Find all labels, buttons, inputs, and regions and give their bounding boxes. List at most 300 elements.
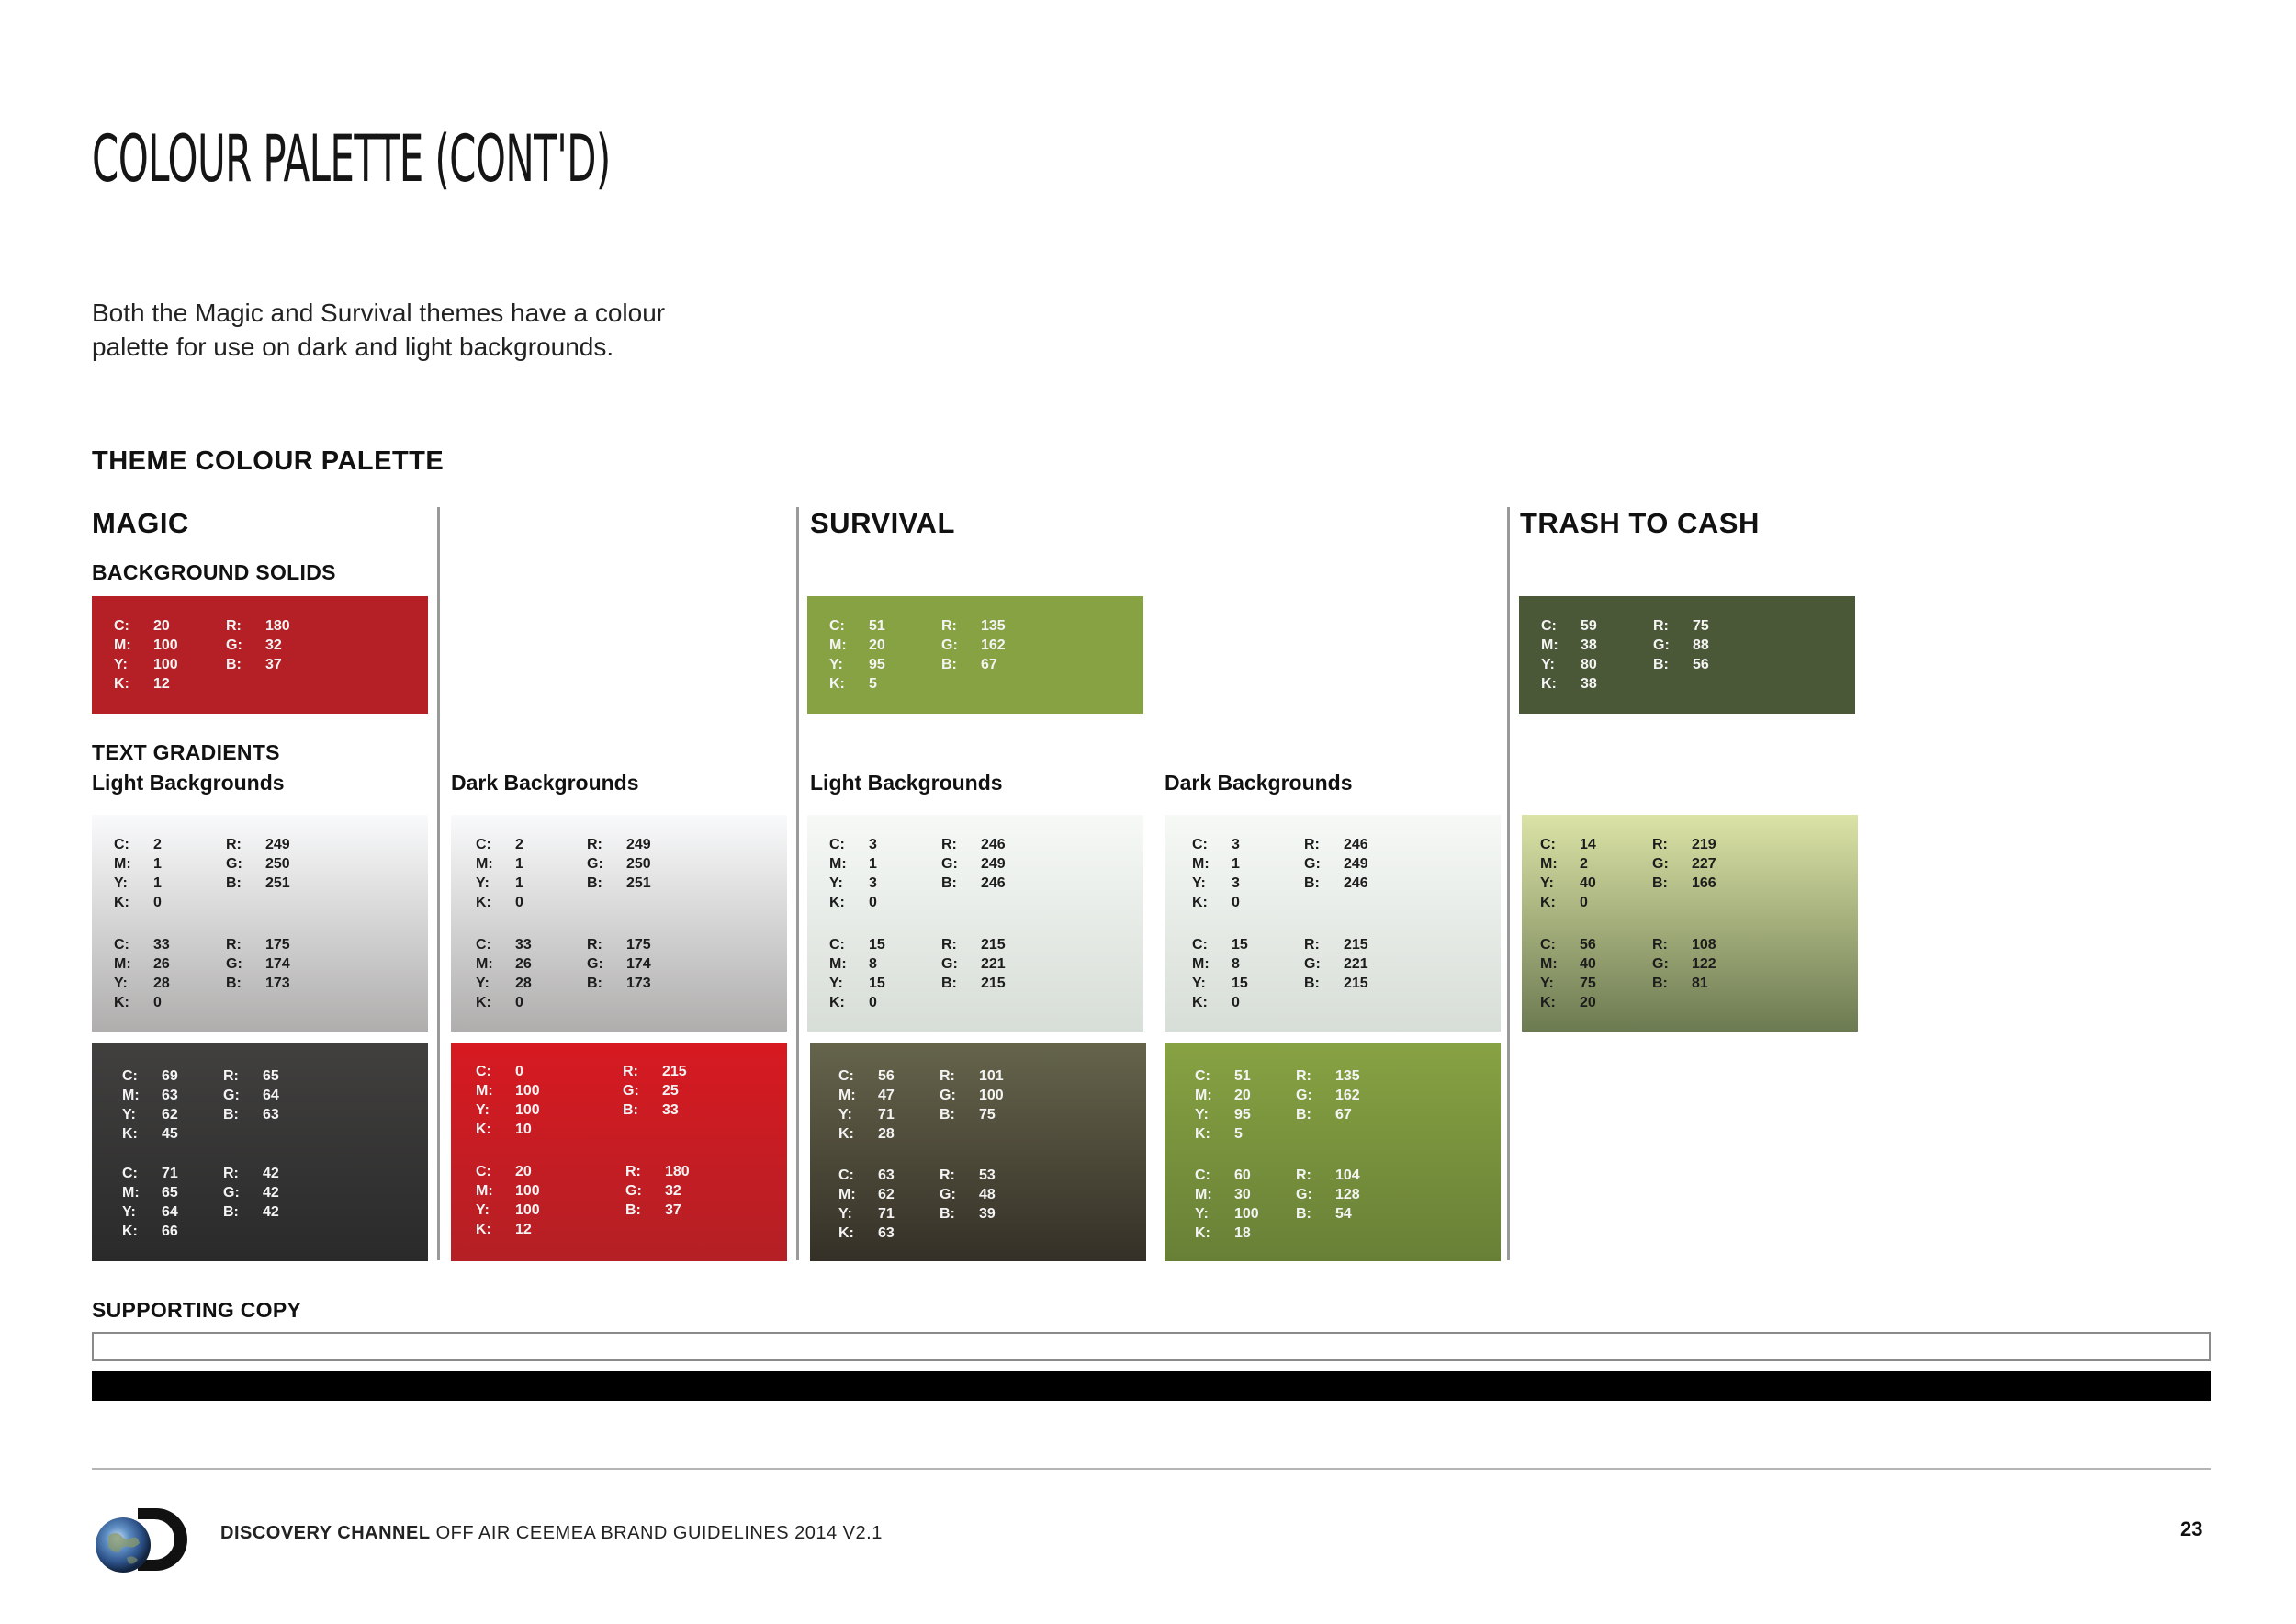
channel-label: B: xyxy=(1653,657,1669,672)
channel-value: 69 xyxy=(162,1068,178,1084)
swatch-survival-green-gradient xyxy=(1165,1043,1501,1261)
channel-value: 173 xyxy=(265,976,290,991)
channel-label: G: xyxy=(625,1183,642,1199)
channel-label: M: xyxy=(476,1083,493,1099)
channel-value: 53 xyxy=(979,1167,996,1183)
magic-dark-bg-label: Dark Backgrounds xyxy=(451,771,639,795)
channel-label: K: xyxy=(829,895,845,910)
channel-label: R: xyxy=(941,618,957,634)
channel-value: 104 xyxy=(1335,1167,1360,1183)
channel-value: 42 xyxy=(263,1204,279,1220)
channel-value: 56 xyxy=(878,1068,895,1084)
channel-label: M: xyxy=(114,637,131,653)
channel-value: 45 xyxy=(162,1126,178,1142)
channel-label: G: xyxy=(226,956,242,972)
channel-label: B: xyxy=(1304,875,1320,891)
channel-value: 33 xyxy=(515,937,532,953)
channel-label: R: xyxy=(587,937,602,953)
divider-1 xyxy=(437,507,440,1260)
channel-value: 56 xyxy=(1580,937,1596,953)
channel-value: 100 xyxy=(515,1083,540,1099)
channel-value: 174 xyxy=(265,956,290,972)
channel-value: 20 xyxy=(515,1164,532,1179)
channel-value: 221 xyxy=(1344,956,1368,972)
channel-value: 173 xyxy=(626,976,651,991)
channel-value: 175 xyxy=(626,937,651,953)
channel-value: 8 xyxy=(1232,956,1240,972)
channel-value: 40 xyxy=(1580,956,1596,972)
channel-label: K: xyxy=(1195,1126,1210,1142)
intro-text xyxy=(92,296,790,364)
channel-label: M: xyxy=(838,1187,856,1202)
channel-label: Y: xyxy=(476,976,490,991)
channel-label: C: xyxy=(838,1068,854,1084)
channel-value: 100 xyxy=(979,1088,1004,1103)
channel-label: B: xyxy=(1296,1206,1311,1222)
swatch-magic-red-gradient xyxy=(451,1043,787,1261)
channel-label: Y: xyxy=(1195,1107,1209,1122)
channel-value: 51 xyxy=(1234,1068,1251,1084)
channel-value: 249 xyxy=(265,837,290,852)
swatch-magic-dark-bg-light-gradient xyxy=(451,815,787,1032)
channel-label: K: xyxy=(476,1122,491,1137)
swatch-survival-solid xyxy=(807,596,1143,714)
channel-label: R: xyxy=(1652,937,1668,953)
channel-label: K: xyxy=(1540,895,1556,910)
channel-value: 28 xyxy=(515,976,532,991)
channel-label: R: xyxy=(1296,1167,1311,1183)
page-title: COLOUR PALETTE (CONT'D) xyxy=(92,121,611,197)
channel-label: M: xyxy=(114,956,131,972)
channel-value: 62 xyxy=(162,1107,178,1122)
channel-value: 2 xyxy=(515,837,523,852)
channel-value: 0 xyxy=(1580,895,1588,910)
supporting-copy-label: SUPPORTING COPY xyxy=(92,1298,302,1322)
swatch-survival-dark-bg-light-gradient xyxy=(1165,815,1501,1032)
channel-label: G: xyxy=(1296,1088,1312,1103)
channel-value: 64 xyxy=(162,1204,178,1220)
channel-value: 101 xyxy=(979,1068,1004,1084)
channel-label: M: xyxy=(476,956,493,972)
channel-value: 80 xyxy=(1581,657,1597,672)
channel-value: 88 xyxy=(1693,637,1709,653)
survival-dark-bg-label: Dark Backgrounds xyxy=(1165,771,1353,795)
channel-label: G: xyxy=(226,637,242,653)
footer-rule xyxy=(92,1468,2211,1470)
channel-label: G: xyxy=(941,856,958,872)
channel-value: 250 xyxy=(265,856,290,872)
channel-label: B: xyxy=(1296,1107,1311,1122)
channel-value: 0 xyxy=(1232,895,1240,910)
channel-value: 33 xyxy=(662,1102,679,1118)
channel-label: M: xyxy=(1192,956,1210,972)
channel-label: Y: xyxy=(1192,875,1206,891)
channel-label: Y: xyxy=(1540,875,1554,891)
channel-label: C: xyxy=(476,1064,491,1079)
swatch-magic-light-gradient xyxy=(92,815,428,1032)
channel-label: Y: xyxy=(476,875,490,891)
channel-label: K: xyxy=(476,1222,491,1237)
channel-label: C: xyxy=(1192,937,1208,953)
footer-brand: DISCOVERY CHANNEL xyxy=(220,1523,431,1543)
channel-label: G: xyxy=(1296,1187,1312,1202)
channel-value: 175 xyxy=(265,937,290,953)
channel-value: 51 xyxy=(869,618,885,634)
channel-label: B: xyxy=(587,875,602,891)
channel-label: B: xyxy=(223,1107,239,1122)
channel-label: M: xyxy=(1541,637,1559,653)
channel-label: R: xyxy=(226,618,242,634)
channel-label: R: xyxy=(941,937,957,953)
channel-label: C: xyxy=(1192,837,1208,852)
channel-label: G: xyxy=(1652,956,1669,972)
footer-version: V2.1 xyxy=(842,1523,883,1543)
channel-value: 108 xyxy=(1692,937,1716,953)
channel-label: R: xyxy=(1304,937,1320,953)
channel-value: 14 xyxy=(1580,837,1596,852)
channel-label: G: xyxy=(1304,956,1321,972)
channel-label: G: xyxy=(623,1083,639,1099)
channel-label: C: xyxy=(1540,837,1556,852)
channel-label: B: xyxy=(940,1206,955,1222)
channel-value: 100 xyxy=(153,637,178,653)
channel-value: 42 xyxy=(263,1185,279,1201)
channel-label: K: xyxy=(476,995,491,1010)
channel-label: M: xyxy=(1195,1187,1212,1202)
channel-label: R: xyxy=(623,1064,638,1079)
channel-value: 10 xyxy=(515,1122,532,1137)
channel-label: M: xyxy=(122,1088,140,1103)
footer-guidelines: OFF AIR CEEMEA BRAND GUIDELINES 2014 xyxy=(435,1523,838,1543)
channel-label: C: xyxy=(1195,1068,1210,1084)
section-title: THEME COLOUR PALETTE xyxy=(92,446,445,476)
channel-value: 63 xyxy=(878,1225,895,1241)
channel-value: 95 xyxy=(1234,1107,1251,1122)
channel-value: 100 xyxy=(1234,1206,1259,1222)
channel-label: C: xyxy=(114,937,129,953)
page-number: 23 xyxy=(2180,1517,2203,1540)
channel-label: M: xyxy=(476,1183,493,1199)
channel-label: G: xyxy=(223,1185,240,1201)
channel-value: 162 xyxy=(1335,1088,1360,1103)
channel-label: M: xyxy=(829,956,847,972)
channel-label: R: xyxy=(940,1068,955,1084)
magic-light-bg-label: Light Backgrounds xyxy=(92,771,285,795)
channel-value: 26 xyxy=(153,956,170,972)
channel-label: B: xyxy=(941,657,957,672)
channel-value: 20 xyxy=(1580,995,1596,1010)
channel-value: 15 xyxy=(1232,976,1248,991)
channel-label: C: xyxy=(1540,937,1556,953)
channel-label: Y: xyxy=(829,657,843,672)
channel-value: 63 xyxy=(878,1167,895,1183)
channel-label: C: xyxy=(122,1166,138,1181)
channel-label: K: xyxy=(829,676,845,692)
channel-value: 56 xyxy=(1693,657,1709,672)
channel-label: C: xyxy=(1195,1167,1210,1183)
channel-label: G: xyxy=(941,956,958,972)
channel-value: 100 xyxy=(515,1202,540,1218)
footer-text xyxy=(220,1523,883,1544)
channel-label: Y: xyxy=(838,1206,852,1222)
channel-value: 12 xyxy=(515,1222,532,1237)
channel-label: K: xyxy=(114,676,129,692)
channel-value: 0 xyxy=(515,995,523,1010)
channel-label: Y: xyxy=(1541,657,1555,672)
channel-label: B: xyxy=(941,976,957,991)
channel-value: 2 xyxy=(153,837,162,852)
channel-value: 251 xyxy=(626,875,651,891)
channel-label: R: xyxy=(1296,1068,1311,1084)
channel-label: Y: xyxy=(829,875,843,891)
channel-label: B: xyxy=(1304,976,1320,991)
channel-value: 37 xyxy=(265,657,282,672)
channel-label: B: xyxy=(623,1102,638,1118)
channel-label: K: xyxy=(1540,995,1556,1010)
channel-label: R: xyxy=(1653,618,1669,634)
discovery-logo-icon xyxy=(92,1505,195,1574)
channel-label: R: xyxy=(1304,837,1320,852)
channel-value: 67 xyxy=(1335,1107,1352,1122)
channel-value: 71 xyxy=(878,1107,895,1122)
channel-value: 3 xyxy=(869,837,877,852)
channel-value: 227 xyxy=(1692,856,1716,872)
channel-value: 251 xyxy=(265,875,290,891)
channel-label: K: xyxy=(1541,676,1557,692)
channel-label: R: xyxy=(940,1167,955,1183)
channel-value: 75 xyxy=(1580,976,1596,991)
swatch-magic-solid xyxy=(92,596,428,714)
channel-value: 1 xyxy=(153,856,162,872)
channel-label: B: xyxy=(226,875,242,891)
channel-value: 0 xyxy=(515,895,523,910)
text-gradients-label: TEXT GRADIENTS xyxy=(92,740,280,764)
channel-value: 71 xyxy=(878,1206,895,1222)
channel-value: 62 xyxy=(878,1187,895,1202)
channel-label: B: xyxy=(941,875,957,891)
channel-value: 28 xyxy=(878,1126,895,1142)
channel-label: R: xyxy=(226,937,242,953)
channel-label: Y: xyxy=(114,875,128,891)
channel-label: K: xyxy=(1195,1225,1210,1241)
swatch-survival-light-gradient xyxy=(807,815,1143,1032)
channel-label: K: xyxy=(114,995,129,1010)
channel-value: 8 xyxy=(869,956,877,972)
channel-value: 63 xyxy=(263,1107,279,1122)
channel-label: G: xyxy=(940,1187,956,1202)
channel-label: M: xyxy=(1192,856,1210,872)
channel-value: 249 xyxy=(1344,856,1368,872)
channel-value: 221 xyxy=(981,956,1006,972)
channel-value: 40 xyxy=(1580,875,1596,891)
channel-value: 28 xyxy=(153,976,170,991)
channel-value: 32 xyxy=(665,1183,681,1199)
channel-value: 0 xyxy=(869,895,877,910)
channel-label: M: xyxy=(1540,856,1558,872)
channel-value: 30 xyxy=(1234,1187,1251,1202)
channel-label: G: xyxy=(587,856,603,872)
channel-value: 1 xyxy=(869,856,877,872)
channel-label: B: xyxy=(587,976,602,991)
channel-value: 0 xyxy=(153,895,162,910)
channel-value: 20 xyxy=(1234,1088,1251,1103)
channel-label: B: xyxy=(1652,976,1668,991)
channel-label: K: xyxy=(1192,895,1208,910)
channel-label: Y: xyxy=(1192,976,1206,991)
channel-value: 3 xyxy=(1232,837,1240,852)
channel-label: C: xyxy=(1541,618,1557,634)
survival-light-bg-label: Light Backgrounds xyxy=(810,771,1003,795)
channel-label: Y: xyxy=(476,1202,490,1218)
channel-value: 47 xyxy=(878,1088,895,1103)
channel-label: M: xyxy=(476,856,493,872)
channel-label: K: xyxy=(122,1224,138,1239)
channel-label: Y: xyxy=(476,1102,490,1118)
channel-label: G: xyxy=(1652,856,1669,872)
channel-value: 166 xyxy=(1692,875,1716,891)
channel-label: M: xyxy=(1540,956,1558,972)
channel-label: G: xyxy=(940,1088,956,1103)
channel-value: 100 xyxy=(515,1183,540,1199)
theme-magic-title: MAGIC xyxy=(92,507,189,539)
channel-label: K: xyxy=(476,895,491,910)
channel-label: Y: xyxy=(838,1107,852,1122)
channel-label: G: xyxy=(1653,637,1670,653)
channel-label: M: xyxy=(838,1088,856,1103)
channel-value: 100 xyxy=(515,1102,540,1118)
channel-value: 63 xyxy=(162,1088,178,1103)
channel-value: 135 xyxy=(1335,1068,1360,1084)
channel-value: 32 xyxy=(265,637,282,653)
channel-label: G: xyxy=(1304,856,1321,872)
channel-label: Y: xyxy=(114,976,128,991)
channel-value: 1 xyxy=(515,856,523,872)
channel-label: R: xyxy=(223,1068,239,1084)
channel-label: C: xyxy=(114,618,129,634)
channel-value: 33 xyxy=(153,937,170,953)
channel-label: R: xyxy=(587,837,602,852)
channel-label: M: xyxy=(829,637,847,653)
channel-label: C: xyxy=(829,837,845,852)
channel-value: 54 xyxy=(1335,1206,1352,1222)
channel-value: 64 xyxy=(263,1088,279,1103)
channel-value: 250 xyxy=(626,856,651,872)
channel-value: 60 xyxy=(1234,1167,1251,1183)
channel-label: Y: xyxy=(114,657,128,672)
channel-value: 71 xyxy=(162,1166,178,1181)
channel-label: M: xyxy=(122,1185,140,1201)
channel-value: 215 xyxy=(981,976,1006,991)
channel-value: 48 xyxy=(979,1187,996,1202)
channel-value: 0 xyxy=(1232,995,1240,1010)
channel-value: 122 xyxy=(1692,956,1716,972)
channel-label: K: xyxy=(838,1225,854,1241)
channel-value: 42 xyxy=(263,1166,279,1181)
channel-value: 20 xyxy=(153,618,170,634)
channel-label: M: xyxy=(1195,1088,1212,1103)
channel-value: 67 xyxy=(981,657,997,672)
channel-value: 59 xyxy=(1581,618,1597,634)
channel-value: 26 xyxy=(515,956,532,972)
divider-3 xyxy=(1507,507,1510,1260)
channel-value: 0 xyxy=(869,995,877,1010)
channel-value: 246 xyxy=(981,875,1006,891)
channel-value: 128 xyxy=(1335,1187,1360,1202)
channel-value: 75 xyxy=(979,1107,996,1122)
divider-2 xyxy=(796,507,799,1260)
channel-value: 65 xyxy=(162,1185,178,1201)
channel-label: C: xyxy=(476,837,491,852)
channel-value: 39 xyxy=(979,1206,996,1222)
channel-value: 81 xyxy=(1692,976,1708,991)
swatch-magic-dark-gradient xyxy=(92,1043,428,1261)
channel-value: 18 xyxy=(1234,1225,1251,1241)
channel-value: 215 xyxy=(1344,937,1368,953)
channel-label: K: xyxy=(114,895,129,910)
channel-value: 15 xyxy=(869,937,885,953)
channel-value: 1 xyxy=(153,875,162,891)
channel-value: 215 xyxy=(1344,976,1368,991)
channel-value: 3 xyxy=(1232,875,1240,891)
channel-value: 5 xyxy=(869,676,877,692)
channel-value: 38 xyxy=(1581,676,1597,692)
channel-value: 174 xyxy=(626,956,651,972)
channel-label: R: xyxy=(223,1166,239,1181)
swatch-trash-solid xyxy=(1519,596,1855,714)
channel-value: 2 xyxy=(1580,856,1588,872)
channel-label: Y: xyxy=(1540,976,1554,991)
channel-label: Y: xyxy=(122,1204,136,1220)
channel-value: 0 xyxy=(515,1064,523,1079)
channel-value: 15 xyxy=(869,976,885,991)
channel-label: R: xyxy=(1652,837,1668,852)
channel-label: G: xyxy=(223,1088,240,1103)
channel-value: 38 xyxy=(1581,637,1597,653)
intro-line-1: Both the Magic and Survival themes have a colour xyxy=(92,299,666,327)
channel-label: Y: xyxy=(829,976,843,991)
channel-label: B: xyxy=(226,976,242,991)
channel-label: B: xyxy=(226,657,242,672)
channel-label: M: xyxy=(114,856,131,872)
channel-label: C: xyxy=(122,1068,138,1084)
channel-value: 0 xyxy=(153,995,162,1010)
background-solids-label: BACKGROUND SOLIDS xyxy=(92,560,336,584)
channel-value: 215 xyxy=(662,1064,687,1079)
channel-value: 25 xyxy=(662,1083,679,1099)
channel-value: 65 xyxy=(263,1068,279,1084)
channel-value: 135 xyxy=(981,618,1006,634)
channel-value: 249 xyxy=(981,856,1006,872)
channel-label: B: xyxy=(625,1202,641,1218)
channel-value: 246 xyxy=(1344,837,1368,852)
channel-label: Y: xyxy=(1195,1206,1209,1222)
swatch-survival-dark-gradient xyxy=(810,1043,1146,1261)
channel-label: R: xyxy=(941,837,957,852)
intro-line-2: palette for use on dark and light backgrounds. xyxy=(92,333,614,361)
channel-value: 162 xyxy=(981,637,1006,653)
channel-value: 215 xyxy=(981,937,1006,953)
channel-value: 180 xyxy=(665,1164,690,1179)
channel-value: 249 xyxy=(626,837,651,852)
channel-value: 5 xyxy=(1234,1126,1243,1142)
channel-value: 219 xyxy=(1692,837,1716,852)
channel-value: 20 xyxy=(869,637,885,653)
channel-label: K: xyxy=(122,1126,138,1142)
supporting-copy-white-bar xyxy=(92,1332,2211,1361)
channel-value: 180 xyxy=(265,618,290,634)
channel-label: K: xyxy=(1192,995,1208,1010)
channel-label: B: xyxy=(1652,875,1668,891)
